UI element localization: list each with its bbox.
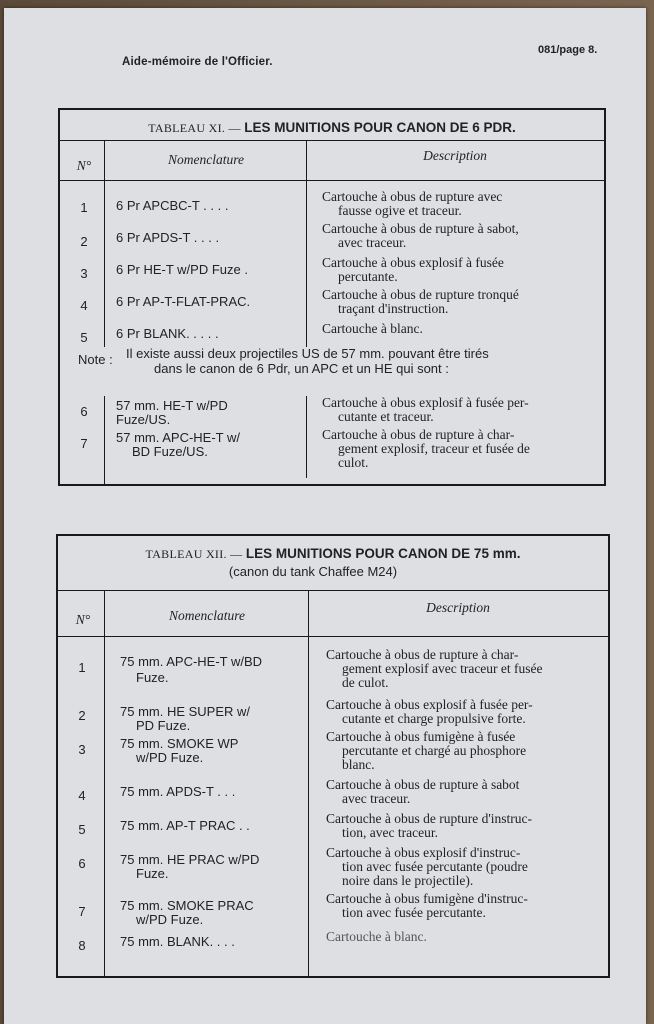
divider	[60, 140, 604, 141]
table-subtitle: (canon du tank Chaffee M24)	[228, 564, 398, 579]
col-header-no: N°	[76, 158, 92, 173]
page-number: 081/page 8.	[538, 44, 598, 56]
running-header: Aide-mémoire de l'Officier.	[122, 56, 273, 68]
col-header-description: Description	[423, 148, 487, 163]
col-header-description: Description	[426, 600, 490, 615]
note-line-1: Il existe aussi deux projectiles US de 57 mm. pouvant être tirés	[126, 346, 489, 361]
col-header-nomenclature: Nomenclature	[168, 152, 244, 167]
document-page	[4, 8, 646, 1024]
table-caption: TABLEAU XI. — LES MUNITIONS POUR CANON DE 6 PDR.	[148, 120, 516, 135]
table-title: LES MUNITIONS POUR CANON DE 75 mm.	[245, 546, 521, 561]
table-xii: TABLEAU XII. — LES MUNITIONS POUR CANON DE 75 mm. (canon du tank Chaffee M24) N° Nomenclature Description 1 75 mm. APC-HE-T w/BD Fuze. Cartouche à obus de rupture à char- gement explosif avec traceur et fusée de culot. 2 75 mm. HE SUPER w/ PD Fuze. Cartouche à obus explosif à fusée per- cutante et charge propulsive forte. 3 75 mm. SMOKE WP w/PD Fuze. Cartouche à obus fumigène à fusée percutante et chargé au phosphore blanc. 4 75 mm. APDS-T . . . Cartouche à obus de rupture à sabot avec traceur. 5 75 mm. AP-T PRAC . . Cartouche à obus de rupture d'instruc- tion, avec traceur. 6 75 mm. HE PRAC w/PD Fuze. Cartouche à obus explosif d'instruc- tion avec fusée percutante (poudre noire dans le projectile). 7 75 mm. SMOKE PRAC w/PD Fuze. Cartouche à obus fumigène d'instruc- tion avec fusée percutante. 8 75 mm. BLANK. . . . Cartouche à blanc.	[56, 534, 610, 978]
table-note	[78, 346, 489, 376]
note-label: Note :	[78, 352, 113, 367]
table-title: LES MUNITIONS POUR CANON DE 6 PDR.	[244, 120, 516, 135]
note-line-2: dans le canon de 6 Pdr, un APC et un HE qui sont :	[154, 361, 449, 376]
table-caption: TABLEAU XII. — LES MUNITIONS POUR CANON DE 75 mm.	[145, 546, 521, 561]
table-xi: TABLEAU XI. — LES MUNITIONS POUR CANON DE 6 PDR. N° Nomenclature Description 1 6 Pr APCBC-T . . . . Cartouche à obus de rupture avec fausse ogive et traceur. 2 6 Pr APDS-T . . . . Cartouche à obus de rupture à sabot, avec traceur. 3 6 Pr HE-T w/PD Fuze . Cartouche à obus explosif à fusée percutante. 4 6 Pr AP-T-FLAT-PRAC. Cartouche à obus de rupture tronqué traçant d'instruction. 5 6 Pr BLANK. . . . . Cartouche à blanc. Note : Il existe aussi deux projectiles US de 57 mm. pouvant être tirés dans le canon de 6 Pdr, un APC et un HE qui sont : 6 57 mm. HE-T w/PD Fuze/US. Cartouche à obus explosif à fusée per- cutante et traceur. 7 57 mm. APC-HE-T w/ BD Fuze/US. Cartouche à obus de rupture à char- gement explosif, traceur et fusée de culot.	[58, 108, 606, 486]
col-header-no: N°	[75, 612, 91, 627]
col-header-nomenclature: Nomenclature	[169, 608, 245, 623]
